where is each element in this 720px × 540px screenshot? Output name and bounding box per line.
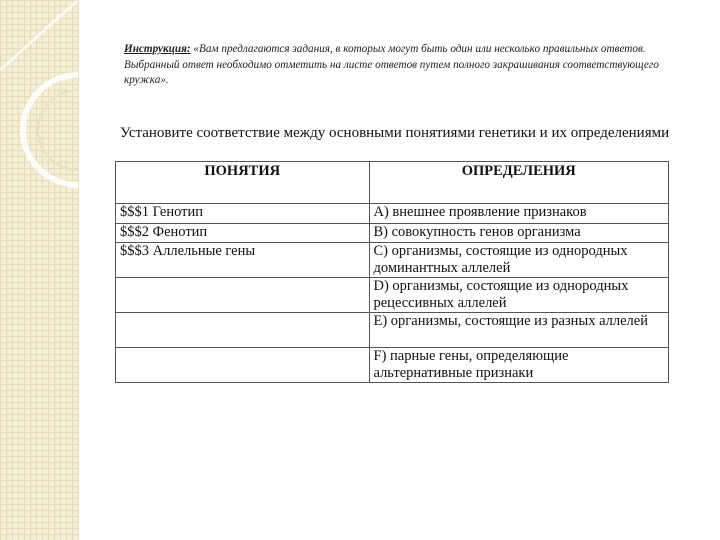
table-row xyxy=(116,204,669,224)
concept-cell: $$$3 Аллельные гены xyxy=(116,243,370,278)
instruction-text xyxy=(124,42,684,89)
table-row xyxy=(116,224,669,243)
instruction-lead: Инструкция: xyxy=(124,43,191,55)
definition-cell: F) парные гены, определяющие альтернативные признаки xyxy=(369,348,669,383)
matching-table xyxy=(115,161,669,383)
table-header-row xyxy=(116,162,669,204)
table-row xyxy=(116,348,669,383)
decorative-circles xyxy=(0,0,78,540)
instruction-body: «Вам предлагаются задания, в которых могут быть один или несколько правильных ответов. Выбранный ответ необходимо отметить на листе ответов путем полного закрашивания соответствующего кружка». xyxy=(124,43,659,86)
table-row xyxy=(116,313,669,348)
concept-cell: $$$1 Генотип xyxy=(116,204,370,224)
concept-cell xyxy=(116,278,370,313)
table-row xyxy=(116,243,669,278)
concept-cell xyxy=(116,348,370,383)
definition-cell: Е) организмы, состоящие из разных аллелей xyxy=(369,313,669,348)
definition-cell: В) совокупность генов организма xyxy=(369,224,669,243)
definition-cell: С) организмы, состоящие из однородных доминантных аллелей xyxy=(369,243,669,278)
definition-cell: А) внешнее проявление признаков xyxy=(369,204,669,224)
header-definitions: ОПРЕДЕЛЕНИЯ xyxy=(369,162,669,204)
decorative-sidebar xyxy=(0,0,79,540)
table-row xyxy=(116,278,669,313)
task-statement: Установите соответствие между основными понятиями генетики и их определениями xyxy=(120,125,670,141)
header-concepts: ПОНЯТИЯ xyxy=(116,162,370,204)
concept-cell: $$$2 Фенотип xyxy=(116,224,370,243)
definition-cell: D) организмы, состоящие из однородных рецессивных аллелей xyxy=(369,278,669,313)
concept-cell xyxy=(116,313,370,348)
